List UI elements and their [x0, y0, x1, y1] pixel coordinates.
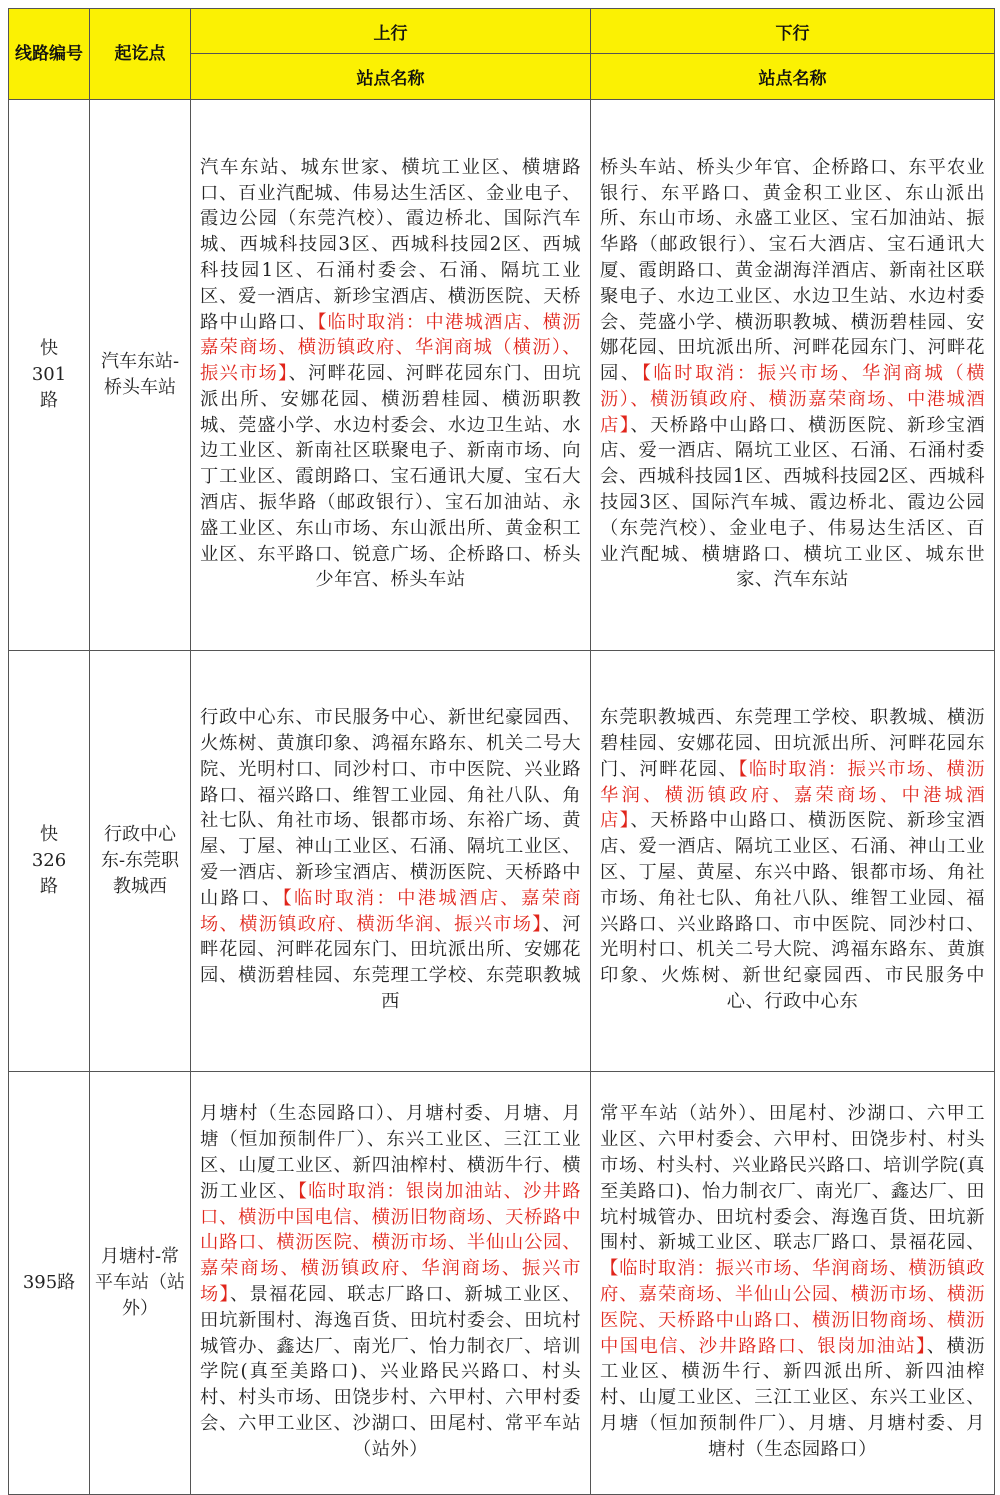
stops-segment: 、景福花园、联志厂路口、新城工业区、田坑新围村、海逸百货、田坑村委会、田坑村城管办、鑫达厂、南光厂、怡力制衣厂、培训学院(真至美路口)、兴业路民兴路口、村头村、村头市场、田饶步村、六甲村、六甲村委会、六甲工业区、沙湖口、田尾村、常平车站（站外） — [200, 1284, 582, 1460]
stops-segment: 、天桥路中山路口、横沥医院、新珍宝酒店、爱一酒店、隔坑工业区、石涌、神山工业区、丁屋、黄屋、东兴中路、银都市场、角社市场、角社七队、角社八队、维智工业园、福兴路口、兴业路路口、市中医院、同沙村口、光明村口、机关二号大院、鸿福东路东、黄旗印象、火炼树、新世纪豪园西、市民服务中心、行政中心东 — [600, 810, 986, 1012]
stops-segment: 、河畔花园、河畔花园东门、田坑派出所、安娜花园、横沥碧桂园、横沥职教城、莞盛小学、水边村委会、水边卫生站、水边工业区、新南社区联聚电子、新南市场、向丁工业区、霞朗路口、宝石通讯大厦、宝石大酒店、振华路（邮政银行）、宝石加油站、永盛工业区、东山市场、东山派出所、黄金积工业区、东平路口、锐意广场、企桥路口、桥头少年宫、桥头车站 — [200, 363, 582, 591]
stops-down — [591, 100, 995, 651]
header-stop-name-down: 站点名称 — [591, 54, 995, 100]
stops-segment: 桥头车站、桥头少年官、企桥路口、东平农业银行、东平路口、黄金积工业区、东山派出所、东山市场、永盛工业区、宝石加油站、振华路（邮政银行）、宝石大酒店、宝石通讯大厦、霞朗路口、黄金湖海洋酒店、新南社区联聚电子、水边工业区、水边卫生站、水边村委会、莞盛小学、横沥职教城、横沥碧桂园、安娜花园、田坑派出所、河畔花园东门、河畔花园、 — [600, 156, 985, 385]
route-endpoints-text: 汽车东站-桥头车站 — [100, 351, 180, 398]
route-id-text: 快301路 — [31, 338, 67, 411]
stops-segment: 东莞职教城西、东莞理工学校、职教城、横沥碧桂园、安娜花园、田坑派出所、河畔花园东门、河畔花园、 — [600, 707, 985, 780]
route-endpoints — [90, 1072, 191, 1495]
suspended-stops: 【临时取消：振兴市场、横沥华润、横沥镇政府、嘉荣商场、中港城酒店】 — [600, 758, 986, 832]
header-up: 上行 — [191, 9, 591, 54]
stops-segment: 行政中心东、市民服务中心、新世纪豪园西、火炼树、黄旗印象、鸿福东路东、机关二号大院、光明村口、同沙村口、市中医院、兴业路路口、福兴路口、维智工业园、角社八队、角社七队、角社市场、银都市场、东裕广场、黄屋、丁屋、神山工业区、石涌、隔坑工业区、爱一酒店、新珍宝酒店、横沥医院、天桥路中山路口、 — [200, 707, 581, 909]
route-id-text: 快326路 — [31, 824, 67, 897]
stops-segment: 、天桥路中山路口、横沥医院、新珍宝酒店、爱一酒店、隔坑工业区、石涌、石涌村委会、西城科技园1区、西城科技园2区、西城科技园3区、国际汽车城、霞边桥北、霞边公园（东莞汽校）、金业电子、伟易达生活区、百业汽配城、横塘路口、横坑工业区、城东世家、汽车东站 — [600, 414, 986, 591]
suspended-stops: 【临时取消：振兴市场、华润商场、横沥镇政府、嘉荣商场、半仙山公园、横沥市场、横沥医院、天桥路中山路口、横沥旧物商场、横沥中国电信、沙井路路口、银岗加油站】 — [600, 1258, 985, 1357]
suspended-stops: 【临时取消：中港城酒店、横沥嘉荣商场、横沥镇政府、华润商城（横沥）、振兴市场】 — [200, 311, 582, 385]
stops-segment: 常平车站（站外）、田尾村、沙湖口、六甲工业区、六甲村委会、六甲村、田饶步村、村头市场、村头村、兴业路民兴路口、培训学院(真至美路口)、怡力制衣厂、南光厂、鑫达厂、田坑村城管办、田坑村委会、海逸百货、田坑新围村、新城工业区、联志厂路口、景福花园、 — [600, 1103, 985, 1254]
stops-down — [591, 1072, 995, 1495]
stops-segment: 、河畔花园、河畔花园东门、田坑派出所、安娜花园、横沥碧桂园、东莞理工学校、东莞职教城西 — [200, 913, 581, 1012]
route-id — [9, 651, 90, 1072]
header-route-no: 线路编号 — [9, 9, 90, 100]
stops-segment: 汽车东站、城东世家、横坑工业区、横塘路口、百业汽配城、伟易达生活区、金业电子、霞边公园（东莞汽校）、霞边桥北、国际汽车城、西城科技园3区、西城科技园2区、西城科技园1区、石涌村委会、石涌、隔坑工业区、爱一酒店、新珍宝酒店、横沥医院、天桥路中山路口、 — [200, 156, 581, 333]
table-row — [9, 100, 995, 651]
route-endpoints — [90, 651, 191, 1072]
route-id — [9, 100, 90, 651]
stops-up — [191, 100, 591, 651]
stops-down — [591, 651, 995, 1072]
stops-segment: 、横沥工业区、横沥牛行、新四派出所、新四油榨村、山厦工业区、三江工业区、东兴工业区、月塘（恒加预制件厂）、月塘、月塘村委、月塘村（生态园路口） — [600, 1335, 985, 1460]
header-stop-name-up: 站点名称 — [191, 54, 591, 100]
route-endpoints-text: 行政中心东-东莞职教城西 — [100, 824, 180, 897]
route-id — [9, 1072, 90, 1495]
header-row-1 — [9, 9, 995, 54]
header-down: 下行 — [591, 9, 995, 54]
suspended-stops: 【临时取消：中港城酒店、嘉荣商场、横沥镇政府、横沥华润、振兴市场】 — [200, 887, 582, 935]
stops-segment: 月塘村（生态园路口）、月塘村委、月塘、月塘（恒加预制件厂）、东兴工业区、三江工业区、山厦工业区、新四油榨村、横沥牛行、横沥工业区、 — [200, 1103, 581, 1202]
suspended-stops: 【临时取消：银岗加油站、沙井路口、横沥中国电信、横沥旧物商场、天桥路中山路口、横沥医院、横沥市场、半仙山公园、嘉荣商场、横沥镇政府、华润商场、振兴市场】 — [200, 1180, 582, 1305]
stops-up — [191, 1072, 591, 1495]
table-row — [9, 651, 995, 1072]
header-endpoints: 起讫点 — [90, 9, 191, 100]
route-id-text: 395路 — [22, 1272, 76, 1293]
route-endpoints-text: 月塘村-常平车站（站外） — [95, 1246, 185, 1319]
route-table — [8, 8, 995, 1495]
table-row — [9, 1072, 995, 1495]
stops-up — [191, 651, 591, 1072]
route-endpoints — [90, 100, 191, 651]
suspended-stops: 【临时取消：振兴市场、华润商城（横沥）、横沥镇政府、横沥嘉荣商场、中港城酒店】 — [600, 363, 986, 436]
